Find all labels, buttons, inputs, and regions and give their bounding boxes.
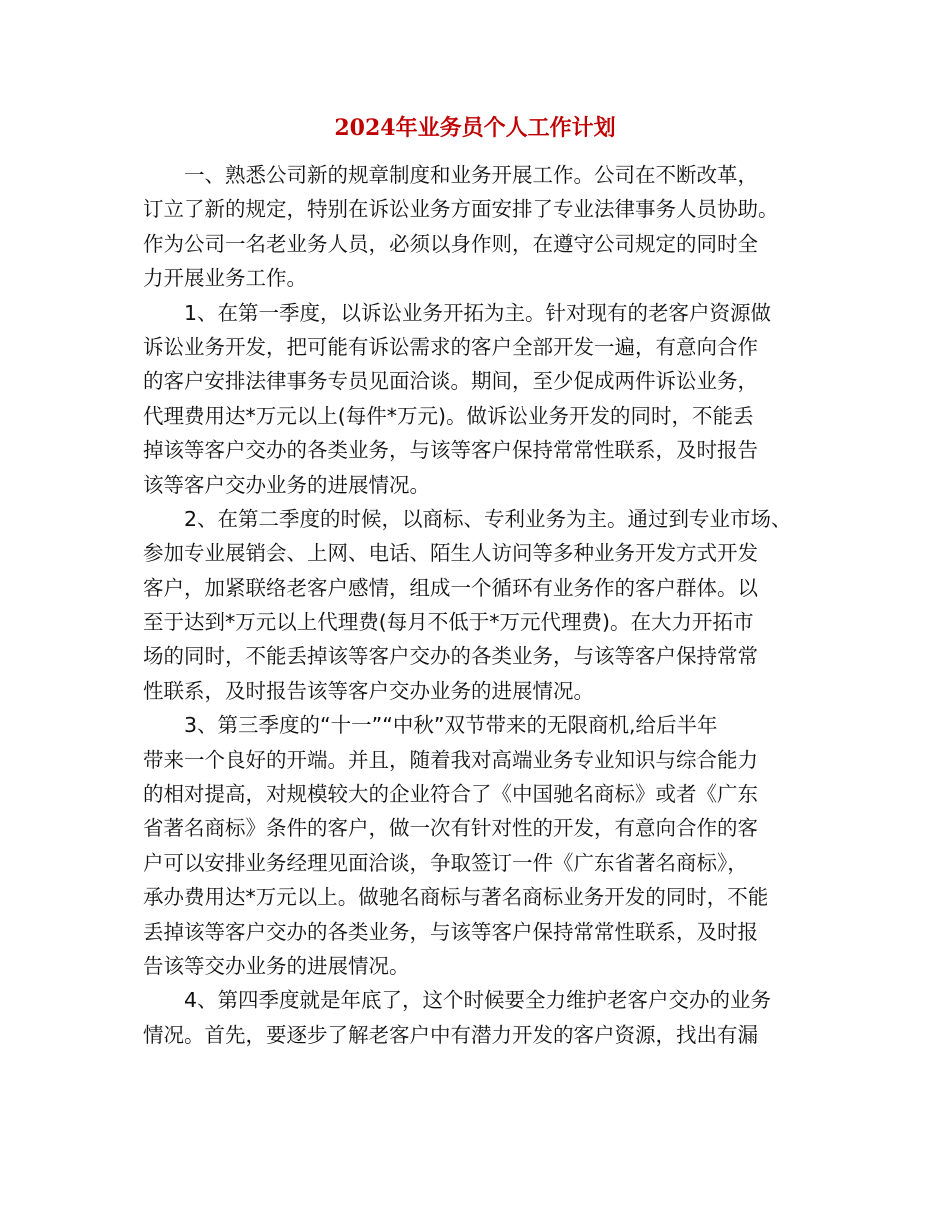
paragraph-line: 告该等交办业务的进展情况。 — [143, 953, 410, 978]
paragraph-line: 掉该等客户交办的各类业务，与该等客户保持常常性联系，及时报告 — [143, 438, 758, 463]
paragraph-line: 作为公司一名老业务人员，必须以身作则，在遵守公司规定的同时全 — [143, 231, 758, 256]
document-body — [143, 158, 815, 1052]
paragraph-second-quarter — [143, 502, 815, 708]
paragraph-first-quarter — [143, 296, 815, 502]
paragraph-line: 的客户安排法律事务专员见面洽谈。期间，至少促成两件诉讼业务， — [143, 369, 758, 394]
paragraph-fourth-quarter — [143, 983, 815, 1052]
paragraph-line: 带来一个良好的开端。并且，随着我对高端业务专业知识与综合能力 — [143, 747, 758, 772]
paragraph-line: 4、第四季度就是年底了，这个时候要全力维护老客户交办的业务 — [184, 988, 772, 1013]
paragraph-line: 情况。首先，要逐步了解老客户中有潜力开发的客户资源，找出有漏 — [143, 1022, 758, 1047]
paragraph-line: 省著名商标》条件的客户，做一次有针对性的开发，有意向合作的客 — [143, 816, 758, 841]
paragraph-line: 客户，加紧联络老客户感情，组成一个循环有业务作的客户群体。以 — [143, 575, 758, 600]
document-title: 2024年业务员个人工作计划 — [334, 115, 616, 141]
paragraph-line: 一、熟悉公司新的规章制度和业务开展工作。公司在不断改革， — [184, 163, 758, 187]
paragraph-line: 的相对提高，对规模较大的企业符合了《中国驰名商标》或者《广东 — [143, 782, 758, 807]
paragraph-third-quarter — [143, 708, 815, 983]
paragraph-line: 场的同时，不能丢掉该等客户交办的各类业务，与该等客户保持常常 — [143, 644, 758, 669]
paragraph-line: 1、在第一季度，以诉讼业务开拓为主。针对现有的老客户资源做 — [184, 300, 772, 325]
paragraph-familiarize-rules — [143, 158, 815, 296]
paragraph-line: 性联系，及时报告该等客户交办业务的进展情况。 — [143, 678, 594, 703]
paragraph-line: 参加专业展销会、上网、电话、陌生人访问等多种业务开发方式开发 — [143, 541, 758, 566]
paragraph-line: 至于达到*万元以上代理费(每月不低于*万元代理费)。在大力开拓市 — [143, 610, 754, 635]
paragraph-line: 订立了新的规定，特别在诉讼业务方面安排了专业法律事务人员协助。 — [143, 197, 779, 222]
paragraph-line: 诉讼业务开发，把可能有诉讼需求的客户全部开发一遍，有意向合作 — [143, 334, 758, 359]
paragraph-line: 承办费用达*万元以上。做驰名商标与著名商标业务开发的同时，不能 — [143, 885, 769, 910]
paragraph-line: 丢掉该等客户交办的各类业务，与该等客户保持常常性联系，及时报 — [143, 919, 758, 944]
paragraph-line: 力开展业务工作。 — [143, 266, 307, 291]
paragraph-line: 代理费用达*万元以上(每件*万元)。做诉讼业务开发的同时，不能丢 — [143, 403, 754, 428]
paragraph-line: 该等客户交办业务的进展情况。 — [143, 472, 430, 497]
paragraph-line: 3、第三季度的“十一”“中秋”双节带来的无限商机,给后半年 — [184, 713, 718, 738]
paragraph-line: 户可以安排业务经理见面洽谈，争取签订一件《广东省著名商标》， — [143, 850, 748, 875]
paragraph-line: 2、在第二季度的时候，以商标、专利业务为主。通过到专业市场、 — [184, 506, 792, 531]
